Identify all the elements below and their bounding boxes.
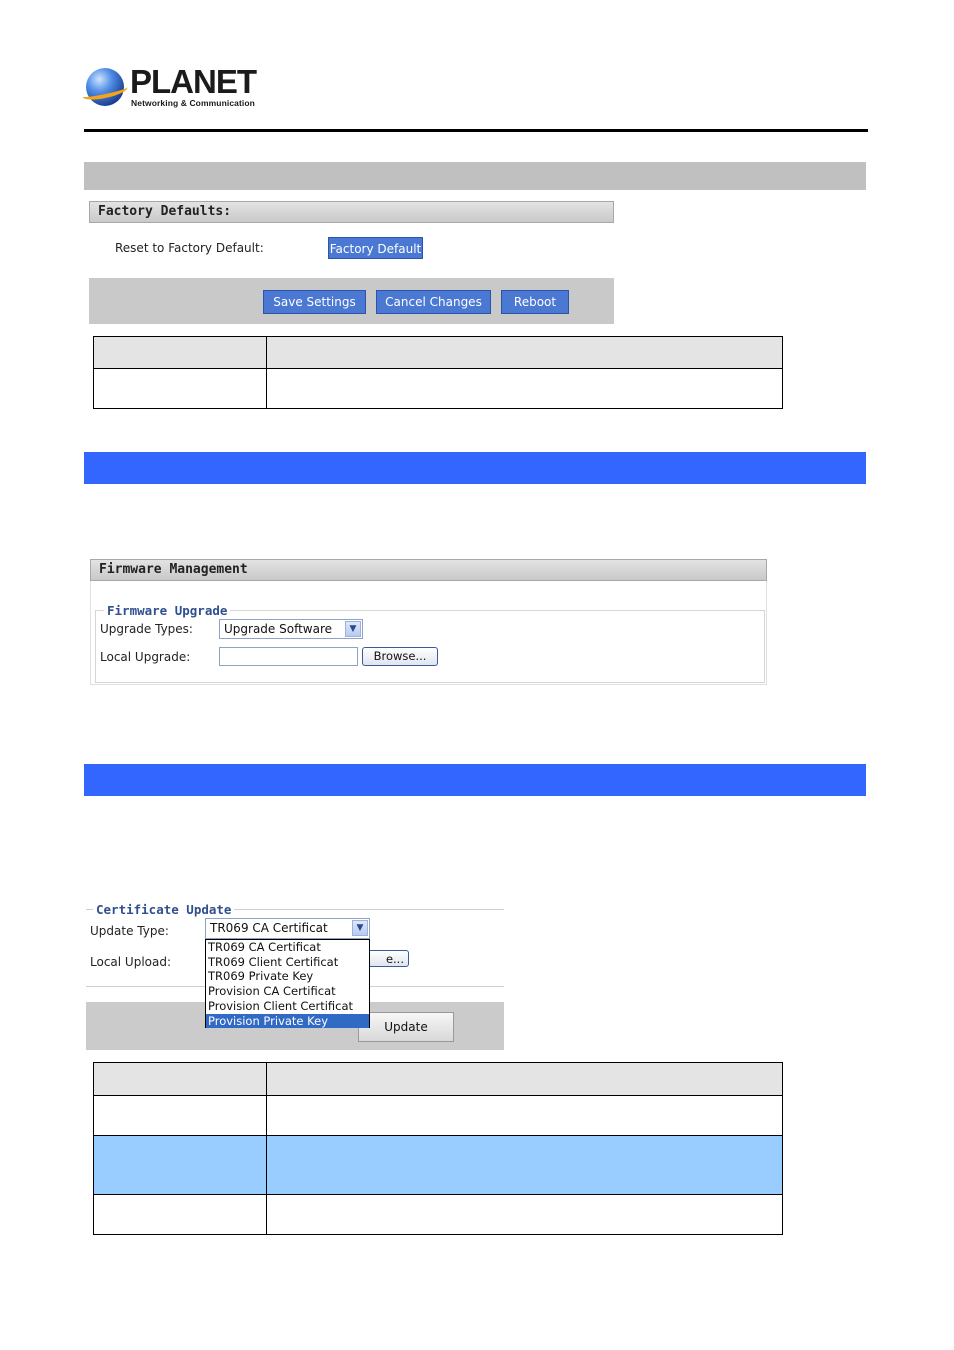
firmware-management-header bbox=[90, 559, 767, 581]
factory-defaults-title: Factory Defaults: bbox=[98, 204, 232, 219]
table-cell bbox=[94, 369, 267, 409]
update-type-dropdown-list[interactable] bbox=[205, 939, 370, 1028]
local-upgrade-label: Local Upgrade: bbox=[100, 650, 191, 664]
certificate-browse-button[interactable]: e... bbox=[364, 950, 409, 967]
logo-tagline: Networking & Communication bbox=[131, 98, 255, 108]
firmware-management-title: Firmware Management bbox=[99, 562, 248, 577]
dropdown-option[interactable]: TR069 CA Certificat bbox=[208, 940, 321, 954]
table-cell bbox=[267, 1136, 783, 1195]
section-bar-blue bbox=[84, 764, 866, 796]
table-header-row bbox=[94, 1063, 783, 1096]
cancel-changes-button[interactable]: Cancel Changes bbox=[376, 290, 491, 314]
table-header-row bbox=[94, 337, 783, 369]
update-type-label: Update Type: bbox=[90, 924, 169, 938]
table-cell bbox=[94, 1063, 267, 1096]
upgrade-types-select[interactable] bbox=[219, 619, 363, 639]
factory-default-button[interactable]: Factory Default bbox=[328, 237, 423, 259]
factory-defaults-header bbox=[89, 201, 614, 223]
table-cell bbox=[94, 1136, 267, 1195]
description-table-2 bbox=[93, 1062, 783, 1235]
upgrade-types-label: Upgrade Types: bbox=[100, 622, 193, 636]
section-bar-blue bbox=[84, 452, 866, 484]
header-rule bbox=[84, 129, 868, 132]
table-row bbox=[94, 369, 783, 409]
table-cell bbox=[267, 369, 783, 409]
save-settings-button[interactable]: Save Settings bbox=[263, 290, 366, 314]
table-row bbox=[94, 1195, 783, 1235]
description-table-1 bbox=[93, 336, 783, 409]
chevron-down-icon[interactable]: ▼ bbox=[345, 621, 361, 637]
certificate-update-legend: Certificate Update bbox=[93, 902, 234, 917]
dropdown-option[interactable]: TR069 Client Certificat bbox=[208, 954, 339, 969]
table-cell bbox=[94, 1195, 267, 1235]
table-cell bbox=[267, 337, 783, 369]
local-upgrade-file-input[interactable] bbox=[219, 647, 358, 666]
table-cell bbox=[94, 337, 267, 369]
section-bar-gray bbox=[84, 162, 866, 190]
firmware-browse-button[interactable]: Browse... bbox=[362, 647, 438, 666]
local-upload-label: Local Upload: bbox=[90, 955, 172, 969]
update-type-select[interactable] bbox=[205, 918, 370, 939]
logo-name: PLANET bbox=[130, 63, 256, 100]
reboot-button[interactable]: Reboot bbox=[501, 290, 569, 314]
dropdown-option[interactable]: Provision CA Certificat bbox=[208, 984, 336, 999]
table-row-highlighted bbox=[94, 1136, 783, 1195]
dropdown-option[interactable]: Provision Client Certificat bbox=[208, 998, 354, 1013]
table-cell bbox=[94, 1096, 267, 1136]
dropdown-option[interactable]: TR069 Private Key bbox=[208, 969, 314, 984]
table-cell bbox=[267, 1195, 783, 1235]
table-cell bbox=[267, 1063, 783, 1096]
upgrade-types-value: Upgrade Software bbox=[224, 622, 333, 636]
table-cell bbox=[267, 1096, 783, 1136]
dropdown-option-selected[interactable]: Provision Private Key bbox=[206, 1014, 369, 1029]
update-button[interactable]: Update bbox=[358, 1012, 454, 1042]
firmware-upgrade-legend: Firmware Upgrade bbox=[104, 603, 230, 618]
reset-factory-label: Reset to Factory Default: bbox=[115, 241, 264, 255]
table-row bbox=[94, 1096, 783, 1136]
chevron-down-icon[interactable]: ▼ bbox=[352, 920, 368, 936]
update-type-value: TR069 CA Certificat bbox=[210, 921, 328, 935]
